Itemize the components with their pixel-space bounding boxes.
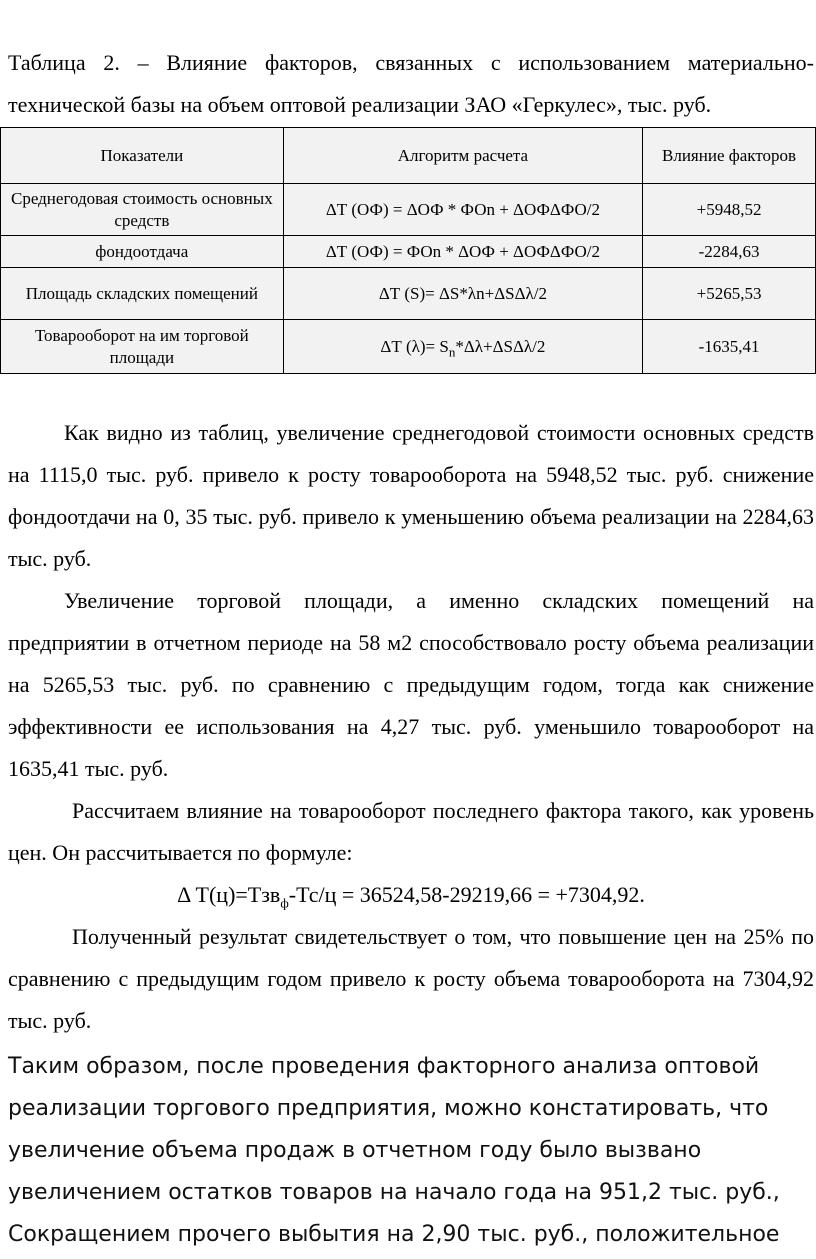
- formula-subscript: ф: [280, 895, 289, 911]
- cell-indicator: Товарооборот на им торговой площади: [1, 320, 284, 374]
- header-indicator: Показатели: [1, 128, 284, 184]
- paragraph-1: Как видно из таблиц, увеличение среднегодовой стоимости основных средств на 1115,0 тыс. руб. привело к росту товарооборота на 5948,52 тыс. руб. снижение фондоотдачи на 0, 35 тыс. руб. привело к уменьшению объема реализации на 2284,63 тыс. руб.: [8, 420, 814, 571]
- table-row: [1, 236, 816, 268]
- paragraph-5: Таким образом, после проведения факторного анализа оптовой реализации торгового предприятия, можно констатировать, что увеличение объема продаж в отчетном году было вызвано увеличением остатков товаров на начало года на 951,2 тыс. руб., Сокращением прочего выбытия на 2,90 тыс. руб., положительное: [8, 1054, 780, 1247]
- cell-indicator: Площадь складских помещений: [1, 268, 284, 320]
- cell-effect: -1635,41: [643, 320, 816, 374]
- cell-indicator: фондоотдача: [1, 236, 284, 268]
- formula-part: -Тс/ц = 36524,58-29219,66 = +7304,92.: [288, 882, 645, 907]
- table-header-row: [1, 128, 816, 184]
- table-row: [1, 320, 816, 374]
- table-row: [1, 268, 816, 320]
- formula-subscript: n: [448, 343, 456, 359]
- cell-effect: -2284,63: [643, 236, 816, 268]
- header-algorithm: Алгоритм расчета: [283, 128, 642, 184]
- cell-formula: [283, 320, 642, 374]
- formula-part: Δ Т(ц)=Тзв: [177, 882, 281, 907]
- caption-line-1: Таблица 2. – Влияние факторов, связанных с использованием материально-: [8, 50, 814, 75]
- cell-indicator: Среднегодовая стоимость основных средств: [1, 184, 284, 236]
- cell-effect: +5265,53: [643, 268, 816, 320]
- cell-formula: ΔТ (ОФ) = ΔОФ * ФОn + ΔОФΔФО/2: [283, 184, 642, 236]
- formula-part: ΔТ (λ)= S: [380, 336, 449, 356]
- table-caption: [8, 42, 814, 126]
- paragraph-2: Увеличение торговой площади, а именно складских помещений на предприятии в отчетном периоде на 58 м2 способствовало росту объема реализации на 5265,53 тыс. руб. по сравнению с предыдущим годом, тогда как снижение эффективности ее использования на 4,27 тыс. руб. уменьшило товарооборот на 1635,41 тыс. руб.: [8, 588, 814, 781]
- table-row: [1, 184, 816, 236]
- cell-effect: +5948,52: [643, 184, 816, 236]
- paragraph-3: Рассчитаем влияние на товарооборот последнего фактора такого, как уровень цен. Он рассчитывается по формуле:: [8, 798, 814, 865]
- header-effect: Влияние факторов: [643, 128, 816, 184]
- caption-line-2: технической базы на объем оптовой реализации ЗАО «Геркулес», тыс. руб.: [8, 92, 712, 117]
- cell-formula: ΔТ (ОФ) = ФОn * ΔОФ + ΔОФΔФО/2: [283, 236, 642, 268]
- factors-table: [0, 127, 816, 374]
- formula-part: *Δλ+ΔSΔλ/2: [455, 336, 546, 356]
- price-formula: [8, 874, 814, 916]
- paragraph-4: Полученный результат свидетельствует о том, что повышение цен на 25% по сравнению с предыдущим годом привело к росту объема товарооборота на 7304,92 тыс. руб.: [8, 924, 814, 1033]
- cell-formula: ΔТ (S)= ΔS*λn+ΔSΔλ/2: [283, 268, 642, 320]
